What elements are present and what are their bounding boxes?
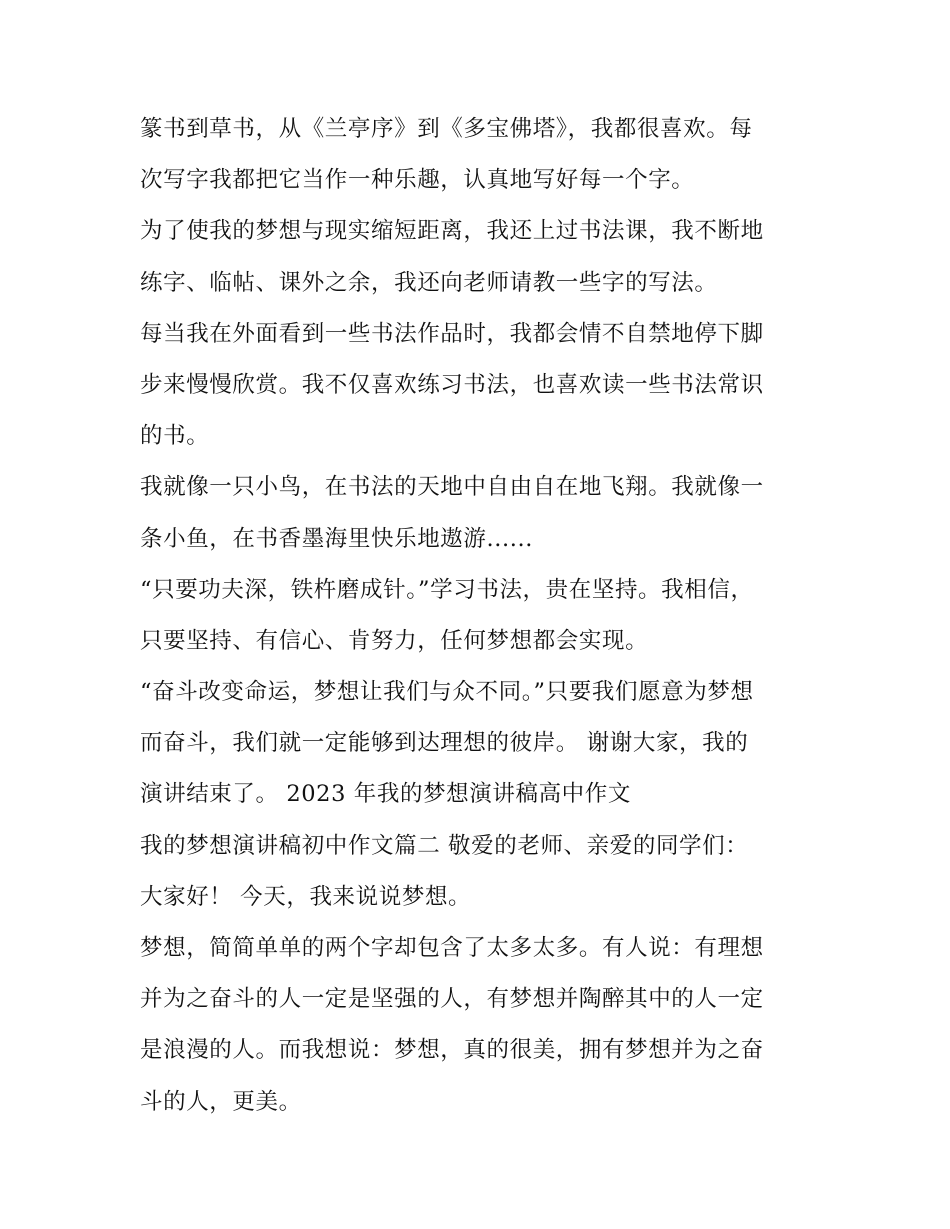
text-line: 我就像一只小鸟，在书法的天地中自由自在地飞翔。我就像一	[140, 474, 764, 501]
text-line: 次写字我都把它当作一种乐趣，认真地写好每一个字。	[140, 167, 695, 194]
text-line: 而奋斗，我们就一定能够到达理想的彼岸。 谢谢大家，我的	[140, 730, 749, 757]
text-line: 演讲结束了。 2023 年我的梦想演讲稿高中作文	[140, 781, 631, 808]
text-line: 的书。	[140, 423, 210, 450]
text-line: “只要功夫深，铁杵磨成针。”学习书法，贵在坚持。我相信，	[140, 576, 754, 603]
text-line: 我的梦想演讲稿初中作文篇二 敬爱的老师、亲爱的同学们：	[140, 832, 749, 859]
text-line: 并为之奋斗的人一定是坚强的人，有梦想并陶醉其中的人一定	[140, 986, 764, 1013]
body-text	[140, 104, 830, 1128]
text-line: 大家好！ 今天，我来说说梦想。	[140, 883, 472, 910]
text-line: 每当我在外面看到一些书法作品时，我都会情不自禁地停下脚	[140, 320, 764, 347]
text-line: 为了使我的梦想与现实缩短距离，我还上过书法课，我不断地	[140, 218, 764, 245]
text-line: 步来慢慢欣赏。我不仅喜欢练习书法，也喜欢读一些书法常识	[140, 371, 764, 398]
text-line: 篆书到草书，从《兰亭序》到《多宝佛塔》，我都很喜欢。每	[140, 116, 753, 142]
text-line: 斗的人，更美。	[140, 1088, 302, 1115]
text-line: “奋斗改变命运，梦想让我们与众不同。”只要我们愿意为梦想	[140, 679, 754, 706]
text-line: 梦想，简简单单的两个字却包含了太多太多。有人说：有理想	[140, 935, 764, 961]
text-line: 只要坚持、有信心、肯努力，任何梦想都会实现。	[140, 627, 649, 654]
text-line: 是浪漫的人。而我想说：梦想，真的很美，拥有梦想并为之奋	[140, 1037, 764, 1064]
text-line: 条小鱼，在书香墨海里快乐地遨游......	[140, 525, 534, 552]
text-line: 练字、临帖、课外之余，我还向老师请教一些字的写法。	[140, 269, 718, 296]
